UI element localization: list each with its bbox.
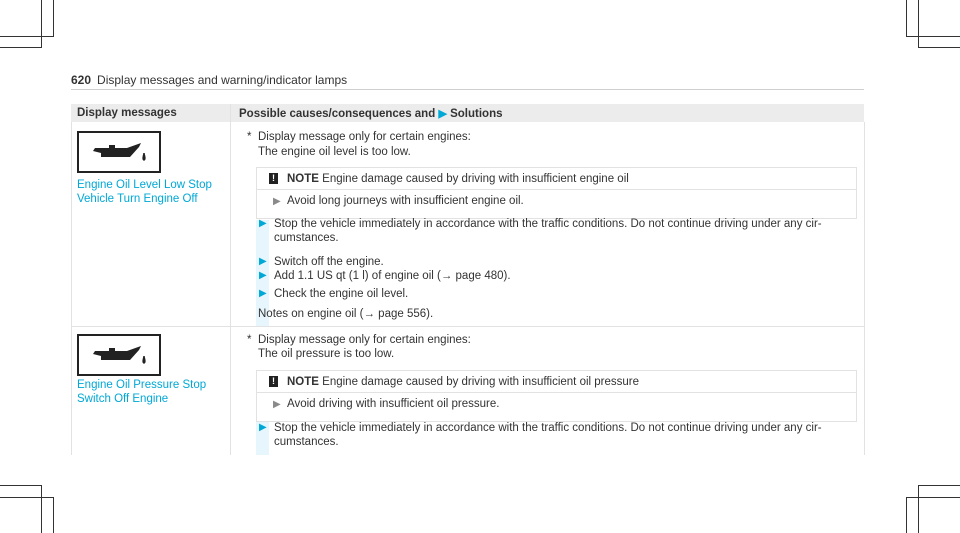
message-engine-oil-level-low: Engine Oil Level Low Stop Vehicle Turn Engine Off (77, 179, 212, 205)
display-note: Display message only for certain engines: (258, 131, 471, 143)
crop-mark (53, 0, 54, 36)
column-divider (230, 104, 231, 455)
step-arrow-icon: ▶ (259, 218, 267, 229)
warning-icon: ! (269, 376, 278, 387)
note-action: Avoid long journeys with insufficient engine oil. (287, 195, 524, 207)
column-header-display-messages: Display messages (77, 107, 177, 119)
step-arrow-icon: ▶ (259, 270, 267, 281)
action-arrow-icon: ▶ (273, 196, 281, 207)
table-header (71, 104, 864, 122)
footnote-asterisk: * (247, 131, 252, 143)
step-stop-vehicle: Stop the vehicle immediately in accordance with the traffic conditions. Do not continue driving under any cir- cumstances. (274, 422, 822, 448)
crop-mark (0, 497, 54, 498)
step-arrow-icon: ▶ (259, 256, 267, 267)
crop-mark (41, 0, 42, 48)
notes-reference: Notes on engine oil (→ page 556). (258, 308, 434, 320)
step-stop-vehicle: Stop the vehicle immediately in accordance with the traffic conditions. Do not continue driving under any cir- cumstances. (274, 218, 822, 244)
crop-mark (918, 485, 919, 533)
crop-mark (918, 485, 960, 486)
note-action: Avoid driving with insufficient oil pressure. (287, 398, 500, 410)
action-arrow-icon: ▶ (273, 399, 281, 410)
engine-oil-can-icon (77, 334, 161, 376)
warning-icon: ! (269, 173, 278, 184)
step-switch-off: Switch off the engine. (274, 256, 384, 268)
crop-mark (0, 485, 42, 486)
page-header (71, 73, 347, 87)
crop-mark (41, 485, 42, 533)
table-border-left (71, 122, 72, 455)
note-text: NOTE Engine damage caused by driving with insufficient engine oil (287, 173, 629, 185)
crop-mark (0, 47, 42, 48)
note-box (256, 167, 857, 219)
note-box (256, 370, 857, 422)
crop-mark (906, 497, 907, 533)
step-check-oil: Check the engine oil level. (274, 288, 409, 300)
display-note: Display message only for certain engines: (258, 334, 471, 346)
crop-mark (906, 0, 907, 36)
crop-mark (918, 47, 960, 48)
cause-text: The oil pressure is too low. (258, 348, 395, 360)
page-title: Display messages and warning/indicator lamps (97, 73, 348, 87)
row-divider (71, 326, 864, 327)
engine-oil-can-icon (77, 131, 161, 173)
table-border-right (864, 122, 865, 455)
crop-mark (918, 0, 919, 48)
crop-mark (53, 497, 54, 533)
note-separator (257, 189, 856, 190)
crop-mark (906, 497, 960, 498)
step-arrow-icon: ▶ (259, 288, 267, 299)
note-separator (257, 392, 856, 393)
header-divider (71, 89, 864, 90)
note-text: NOTE Engine damage caused by driving with insufficient oil pressure (287, 376, 640, 388)
step-arrow-icon: ▶ (259, 422, 267, 433)
footnote-asterisk: * (247, 334, 252, 346)
column-header-causes: Possible causes/consequences and ▶ Solutions (239, 108, 503, 120)
page-number: 620 (71, 73, 92, 87)
cause-text: The engine oil level is too low. (258, 146, 411, 158)
crop-mark (906, 36, 960, 37)
message-engine-oil-pressure: Engine Oil Pressure Stop Switch Off Engine (77, 379, 207, 405)
crop-mark (0, 36, 54, 37)
step-add-oil: Add 1.1 US qt (1 l) of engine oil (→ page 480). (274, 270, 511, 282)
solution-arrow-icon: ▶ (438, 108, 447, 120)
